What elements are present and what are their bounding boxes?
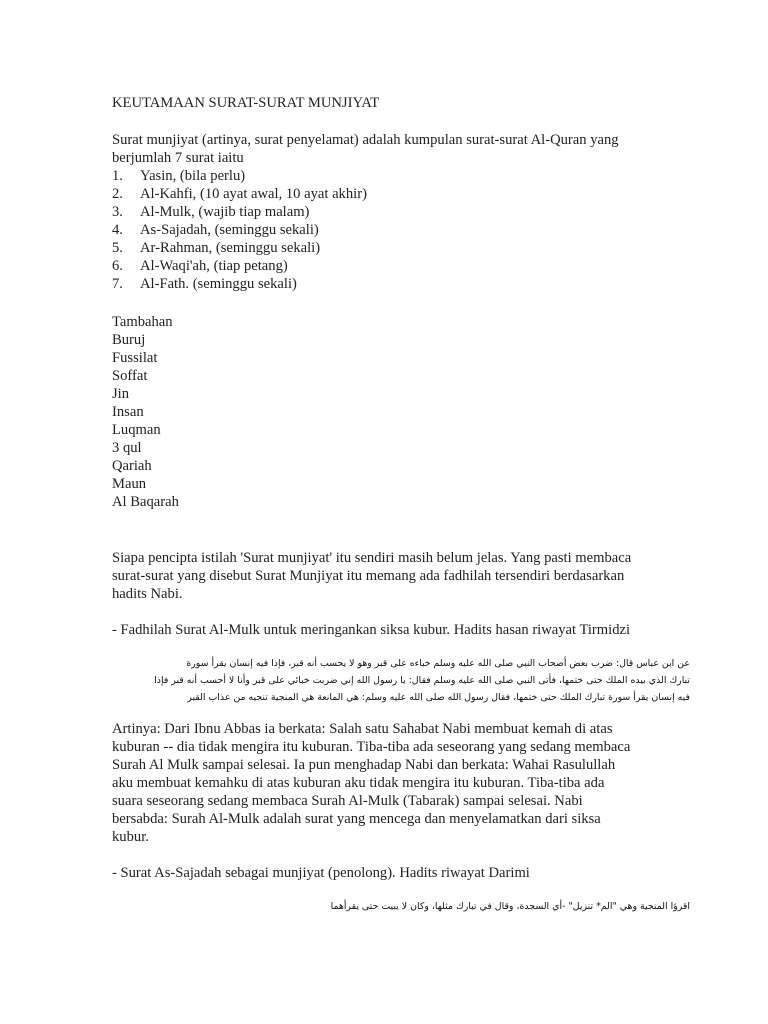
paragraph-line: bersabda: Surah Al-Mulk adalah surat yang mencega dan menyelamatkan dari siksa (112, 811, 601, 827)
list-item (112, 221, 672, 239)
list-item (112, 239, 672, 257)
intro-line: berjumlah 7 surat iaitu (112, 150, 244, 166)
artinya-paragraph (112, 720, 672, 846)
fadhilah-mulk-heading: - Fadhilah Surat Al-Mulk untuk meringankan siksa kubur. Hadits hasan riwayat Tirmidzi (112, 622, 631, 638)
arabic-line: اقرؤا المنجية وهي "الم* تنزيل" -أي السجدة، وقال في تبارك مثلها، وكان لا يبيت حتى يقرأهما (330, 901, 690, 912)
list-item: Soffat (112, 368, 148, 384)
list-text: As-Sajadah, (seminggu sekali) (140, 222, 319, 238)
paragraph-line: suara seseorang sedang membaca Surah Al-Mulk (Tabarak) sampai selesai. Nabi (112, 793, 583, 809)
list-item (112, 203, 672, 221)
tambahan-heading: Tambahan (112, 314, 173, 330)
paragraph-line: Siapa pencipta istilah 'Surat munjiyat' itu sendiri masih belum jelas. Yang pasti membaca (112, 550, 632, 566)
list-item (112, 185, 672, 203)
document-body (112, 94, 690, 915)
list-item: Al Baqarah (112, 494, 179, 510)
list-number: 5. (112, 240, 123, 256)
list-text: Ar-Rahman, (seminggu sekali) (140, 240, 321, 256)
paragraph-line: Artinya: Dari Ibnu Abbas ia berkata: Salah satu Sahabat Nabi membuat kemah di atas (112, 721, 613, 737)
paragraph-line: kubur. (112, 829, 149, 845)
list-text: Al-Fath. (seminggu sekali) (140, 276, 297, 292)
arabic-line: فيه إنسان يقرأ سورة تبارك الملك حتى ختمها، فقال رسول الله صلى الله عليه وسلم: هي المانعة هي المنجية تنجيه من عذاب القبر (187, 692, 690, 703)
list-number: 4. (112, 222, 123, 238)
list-item: Qariah (112, 458, 152, 474)
paragraph-line: aku membuat kemahku di atas kuburan aku tidak mengira itu kuburan. Tiba-tiba ada (112, 775, 605, 791)
arabic-hadith-sajadah (112, 898, 690, 915)
list-item (112, 275, 672, 293)
list-item: Jin (112, 386, 130, 402)
siapa-paragraph (112, 549, 672, 603)
list-number: 2. (112, 186, 123, 202)
paragraph-line: hadits Nabi. (112, 586, 183, 602)
list-item (112, 167, 672, 185)
list-text: Al-Waqi'ah, (tiap petang) (140, 258, 288, 274)
list-item: Maun (112, 476, 147, 492)
list-number: 6. (112, 258, 123, 274)
list-number: 3. (112, 204, 123, 220)
list-text: Al-Kahfi, (10 ayat awal, 10 ayat akhir) (140, 186, 367, 202)
paragraph-line: kuburan -- dia tidak mengira itu kuburan. Tiba-tiba ada seseorang yang sedang membaca (112, 739, 631, 755)
list-item (112, 257, 672, 275)
surah-list (112, 167, 672, 293)
list-number: 1. (112, 168, 123, 184)
arabic-line: عن ابن عباس قال: ضرب بعض أصحاب النبي صلى الله عليه وسلم خباءه على قبر وهو لا يحسب أنه قبر، فإذا فيه إنسان يقرأ سورة (186, 658, 690, 669)
intro-line: Surat munjiyat (artinya, surat penyelamat) adalah kumpulan surat-surat Al-Quran yang (112, 132, 619, 148)
tambahan-list (112, 331, 672, 511)
list-item: Fussilat (112, 350, 158, 366)
list-item: Insan (112, 404, 144, 420)
intro-paragraph (112, 131, 672, 167)
list-text: Yasin, (bila perlu) (140, 168, 246, 184)
list-text: Al-Mulk, (wajib tiap malam) (140, 204, 310, 220)
list-item: Buruj (112, 332, 146, 348)
document-title: KEUTAMAAN SURAT-SURAT MUNJIYAT (112, 95, 380, 111)
list-number: 7. (112, 276, 123, 292)
paragraph-line: Surah Al Mulk sampai selesai. Ia pun menghadap Nabi dan berkata: Wahai Rasulullah (112, 757, 616, 773)
paragraph-line: surat-surat yang disebut Surat Munjiyat itu memang ada fadhilah tersendiri berdasarkan (112, 568, 625, 584)
arabic-line: تبارك الذي بيده الملك حتى ختمها، فأتى النبي صلى الله عليه وسلم فقال: يا رسول الله إني ضربت خبائي على قبر وأنا لا أحسب أنه قبر فإذا (154, 675, 690, 686)
fadhilah-sajadah-heading: - Surat As-Sajadah sebagai munjiyat (penolong). Hadits riwayat Darimi (112, 865, 530, 881)
arabic-hadith-mulk (112, 655, 690, 706)
list-item: Luqman (112, 422, 161, 438)
list-item: 3 qul (112, 440, 142, 456)
